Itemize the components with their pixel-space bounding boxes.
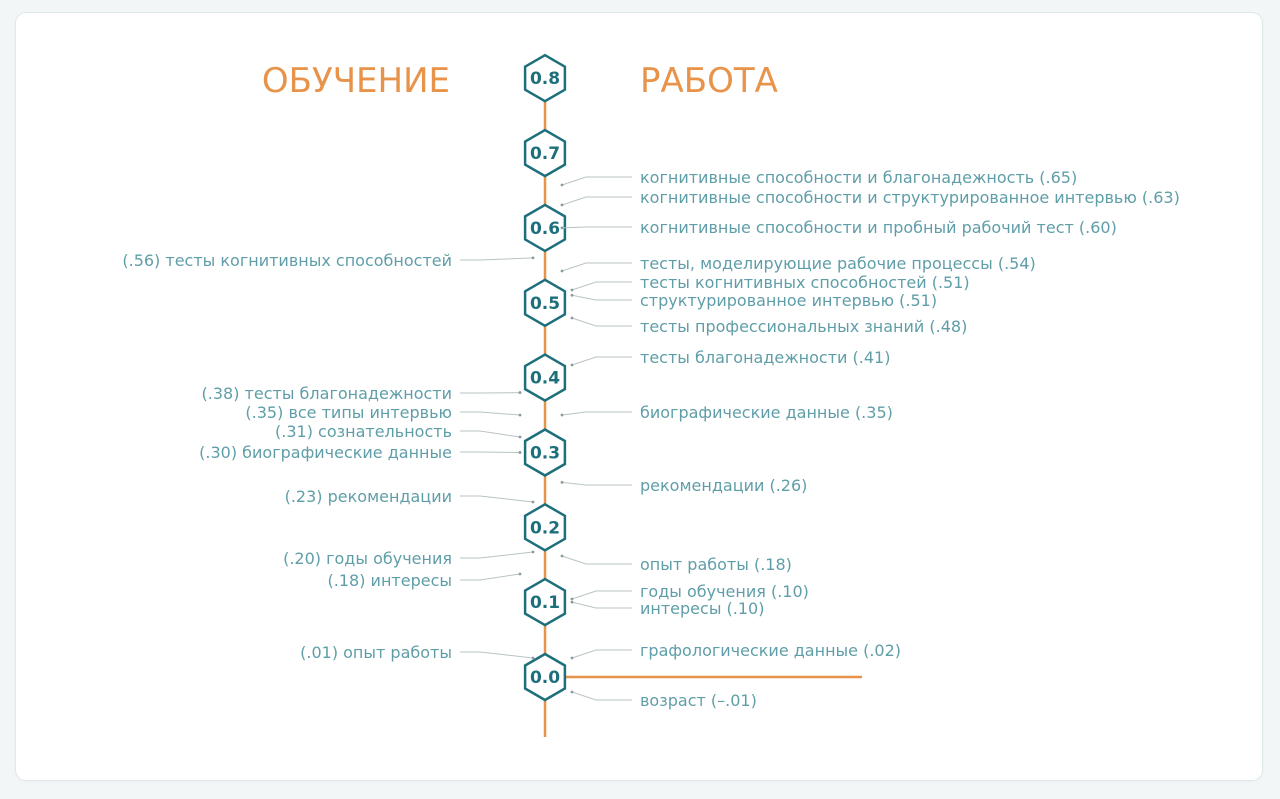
leader-line (562, 263, 632, 271)
leader-line (562, 227, 632, 228)
work-item-label: тесты, моделирующие рабочие процессы (.54) (640, 254, 1036, 273)
work-item (561, 254, 1036, 273)
work-item-label: когнитивные способности и структурированное интервью (.63) (640, 188, 1180, 207)
work-item-label: когнитивные способности и пробный рабочий тест (.60) (640, 218, 1117, 237)
learning-item-label: (.30) биографические данные (199, 443, 452, 462)
learning-item (199, 443, 521, 462)
scale-value: 0.6 (529, 218, 561, 239)
work-item-label: интересы (.10) (640, 599, 765, 618)
leader-line (572, 602, 632, 608)
work-item (571, 273, 970, 292)
work-item (571, 291, 937, 310)
scale-marker (525, 654, 565, 700)
work-item (561, 218, 1117, 237)
scale-value: 0.5 (529, 293, 561, 314)
scale-marker (525, 55, 565, 101)
learning-item (300, 643, 534, 662)
scale-value: 0.4 (529, 368, 561, 389)
work-item-label: рекомендации (.26) (640, 476, 808, 495)
leader-line (562, 556, 632, 564)
scale-value: 0.2 (529, 518, 561, 539)
work-item (561, 403, 893, 422)
leader-line (572, 357, 632, 365)
scale-marker (525, 130, 565, 176)
work-item (561, 188, 1180, 207)
scale-value: 0.3 (529, 443, 561, 464)
leader-dot (532, 551, 535, 554)
work-item-label: опыт работы (.18) (640, 555, 792, 574)
work-item (571, 348, 891, 367)
leader-dot (519, 436, 522, 439)
leader-dot (519, 414, 522, 417)
learning-item-label: (.20) годы обучения (283, 549, 452, 568)
learning-item (285, 487, 535, 506)
leader-dot (571, 657, 574, 660)
leader-line (572, 282, 632, 290)
work-item (571, 691, 757, 710)
scale-marker (525, 430, 565, 476)
leader-dot (571, 317, 574, 320)
learning-item-label: (.35) все типы интервью (245, 403, 452, 422)
scale-value: 0.8 (529, 69, 561, 90)
work-item (561, 555, 792, 574)
leader-dot (571, 294, 574, 297)
work-item (561, 476, 808, 495)
leader-line (460, 574, 520, 580)
scale-value: 0.7 (529, 144, 561, 165)
leader-dot (561, 414, 564, 417)
leader-dot (519, 573, 522, 576)
work-item-label: биографические данные (.35) (640, 403, 893, 422)
leader-line (460, 431, 520, 437)
work-item (571, 317, 968, 336)
leader-dot (532, 657, 535, 660)
scale-marker (525, 579, 565, 625)
learning-item-label: (.56) тесты когнитивных способностей (122, 251, 452, 270)
scale-value: 0.1 (529, 593, 561, 614)
learning-item (202, 384, 522, 403)
leader-line (572, 591, 632, 599)
leader-line (460, 412, 520, 415)
work-item (561, 168, 1078, 187)
leader-dot (561, 204, 564, 207)
leader-dot (571, 601, 574, 604)
work-item-label: структурированное интервью (.51) (640, 291, 938, 310)
work-item-label: годы обучения (.10) (640, 582, 809, 601)
leader-line (562, 197, 632, 205)
leader-dot (571, 289, 574, 292)
leader-dot (571, 598, 574, 601)
leader-line (460, 496, 533, 502)
leader-dot (561, 481, 564, 484)
work-item-label: графологические данные (.02) (640, 641, 902, 660)
leader-dot (519, 451, 522, 454)
leader-dot (519, 391, 522, 394)
leader-line (562, 177, 632, 185)
leader-line (460, 258, 533, 260)
work-item-label: тесты когнитивных способностей (.51) (640, 273, 970, 292)
leader-dot (571, 691, 574, 694)
leader-line (460, 552, 533, 558)
scale-marker (525, 355, 565, 401)
leader-dot (571, 364, 574, 367)
work-item-label: когнитивные способности и благонадежность (.65) (640, 168, 1078, 187)
learning-item-label: (.01) опыт работы (300, 643, 452, 662)
leader-line (572, 692, 632, 700)
heading-learning: ОБУЧЕНИЕ (261, 61, 450, 101)
learning-item (275, 422, 521, 441)
leader-line (460, 652, 533, 658)
leader-line (572, 318, 632, 326)
learning-item-label: (.31) сознательность (275, 422, 452, 441)
learning-item-label: (.23) рекомендации (284, 487, 452, 506)
scale-value: 0.0 (529, 668, 561, 688)
work-item (571, 599, 765, 618)
learning-item-label: (.18) интересы (327, 571, 452, 590)
work-item-label: возраст (–.01) (640, 691, 757, 710)
scale-marker (525, 504, 565, 550)
leader-dot (561, 227, 564, 230)
scale-marker (525, 280, 565, 326)
heading-work: РАБОТА (640, 61, 778, 101)
scale-marker (525, 205, 565, 251)
leader-dot (561, 184, 564, 187)
leader-dot (532, 501, 535, 504)
leader-dot (561, 555, 564, 558)
learning-item (328, 571, 522, 590)
work-item-label: тесты благонадежности (.41) (640, 348, 891, 367)
leader-dot (561, 270, 564, 273)
leader-line (572, 295, 632, 300)
work-item-label: тесты профессиональных знаний (.48) (640, 317, 968, 336)
learning-item-label: (.38) тесты благонадежности (201, 384, 452, 403)
leader-line (572, 650, 632, 658)
learning-item (245, 403, 521, 422)
leader-line (562, 412, 632, 415)
work-item (571, 641, 901, 660)
leader-line (562, 482, 632, 485)
learning-item (283, 549, 534, 568)
leader-dot (532, 256, 535, 259)
learning-item (122, 251, 534, 270)
